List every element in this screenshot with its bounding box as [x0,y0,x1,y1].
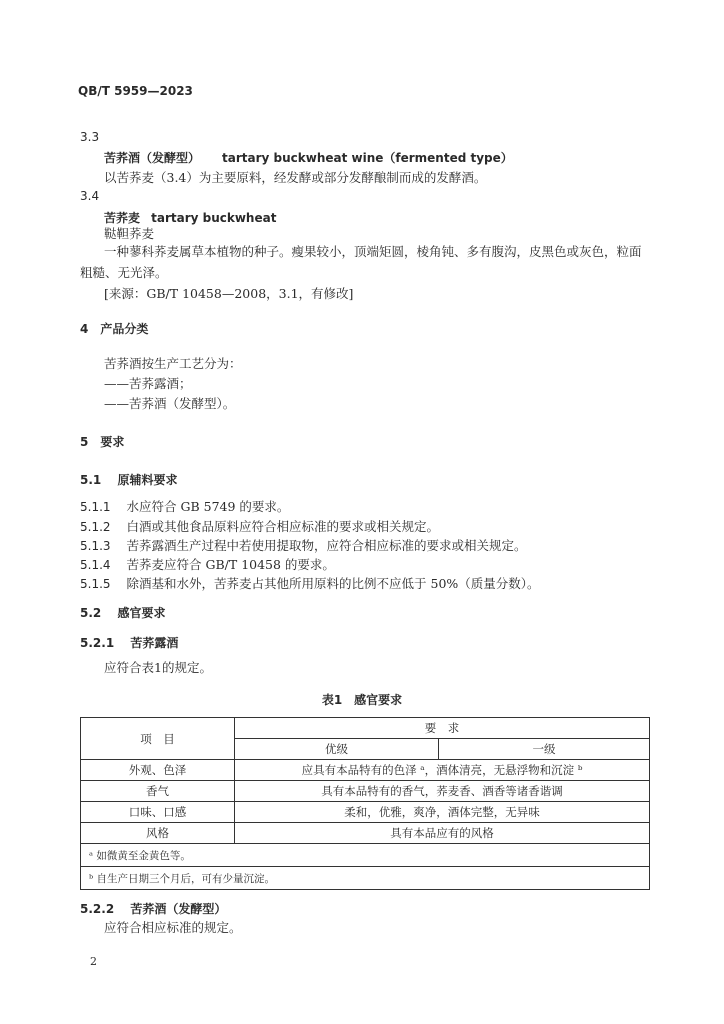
table-note: ᵇ 自生产日期三个月后，可有少量沉淀。 [81,867,650,890]
row-requirement: 具有本品应有的风格 [235,823,650,844]
table-note-row [81,844,650,867]
table-note-row [81,867,650,890]
section-5-2-2-title: 苦荞酒（发酵型） [130,902,227,916]
page-number: 2 [90,955,97,968]
row-requirement: 应具有本品特有的色泽 ᵃ，酒体清亮，无悬浮物和沉淀 ᵇ [235,760,650,781]
clause-text: 苦荞露酒生产过程中若使用提取物，应符合相应标准的要求或相关规定。 [126,538,527,553]
section-4-intro: 苦荞酒按生产工艺分为： [104,356,242,371]
product-type-item: ——苦荞露酒； [104,376,192,391]
section-5-1-number: 5.1 [80,473,102,487]
clause-text: 白酒或其他食品原料应符合相应标准的要求或相关规定。 [126,519,440,534]
clause-text: 水应符合 GB 5749 的要求。 [126,499,290,514]
document-code: QB/T 5959—2023 [78,84,193,98]
clause-number-3-4: 3.4 [80,189,100,203]
header-requirement: 要 求 [235,718,650,739]
header-item: 项 目 [81,718,235,760]
term-3-3 [104,149,513,166]
clause-number: 5.1.3 [80,539,111,553]
row-item: 口味、口感 [81,802,235,823]
table-row [81,760,650,781]
clause-text: 除酒基和水外，苦荞麦占其他所用原料的比例不应低于 50%（质量分数）。 [126,576,540,591]
clause-number: 5.1.5 [80,577,111,591]
table-header-row [81,718,650,739]
clause-number: 5.1.4 [80,558,111,572]
table-row [81,823,650,844]
clause-number-3-3: 3.3 [80,130,100,144]
term-3-4-cn: 苦荞麦 [104,211,141,225]
term-3-4 [104,207,276,226]
section-5-2-1-heading [80,634,178,651]
section-5-2-2-heading [80,900,226,917]
table-1-caption: 表1 感官要求 [321,693,403,707]
section-5-2-2-number: 5.2.2 [80,902,115,916]
section-5-1-title: 原辅料要求 [117,473,178,487]
term-3-3-cn: 苦荞酒（发酵型） [104,151,201,165]
row-item: 外观、色泽 [81,760,235,781]
section-5-2-1-number: 5.2.1 [80,636,115,650]
term-3-4-alias: 鞑靼荞麦 [104,226,155,241]
row-requirement: 具有本品特有的香气，荞麦香、酒香等诸香谐调 [235,781,650,802]
section-5-heading: 5 要求 [80,435,125,449]
source-3-4: [来源：GB/T 10458—2008，3.1，有修改] [104,286,354,301]
clause-number: 5.1.2 [80,520,111,534]
row-requirement: 柔和，优雅，爽净，酒体完整，无异味 [235,802,650,823]
clause-5-1-2 [80,519,439,535]
section-4-heading: 4 产品分类 [80,322,149,336]
clause-5-1-1 [80,499,289,515]
header-first-grade: 一级 [439,739,650,760]
section-5-2-title: 感官要求 [117,606,166,620]
clause-text: 苦荞麦应符合 GB/T 10458 的要求。 [126,557,335,572]
section-5-2-number: 5.2 [80,606,102,620]
clause-5-1-4 [80,557,335,573]
product-type-item: ——苦荞酒（发酵型）。 [104,396,236,411]
term-3-4-en: tartary buckwheat [151,211,277,225]
clause-5-1-5 [80,576,540,592]
definition-3-4: 一种蓼科荞麦属草本植物的种子。瘦果较小，顶端矩圆，棱角钝、多有腹沟，皮黑色或灰色，粒面粗糙、无光泽。 [80,244,642,280]
section-5-2-1-title: 苦荞露酒 [130,636,179,650]
sensory-requirements-table [80,717,650,890]
section-5-2-heading [80,604,165,621]
clause-number: 5.1.1 [80,500,111,514]
clause-5-1-3 [80,538,527,554]
table-note: ᵃ 如微黄至金黄色等。 [81,844,650,867]
row-item: 香气 [81,781,235,802]
table-row [81,802,650,823]
section-5-2-1-text: 应符合表1的规定。 [104,660,212,675]
header-superior-grade: 优级 [235,739,439,760]
term-3-3-en: tartary buckwheat wine（fermented type） [222,151,513,165]
row-item: 风格 [81,823,235,844]
table-row [81,781,650,802]
section-5-2-2-text: 应符合相应标准的规定。 [104,920,242,935]
definition-3-3: 以苦荞麦（3.4）为主要原料，经发酵或部分发酵酿制而成的发酵酒。 [104,170,487,185]
section-5-1-heading [80,471,177,488]
